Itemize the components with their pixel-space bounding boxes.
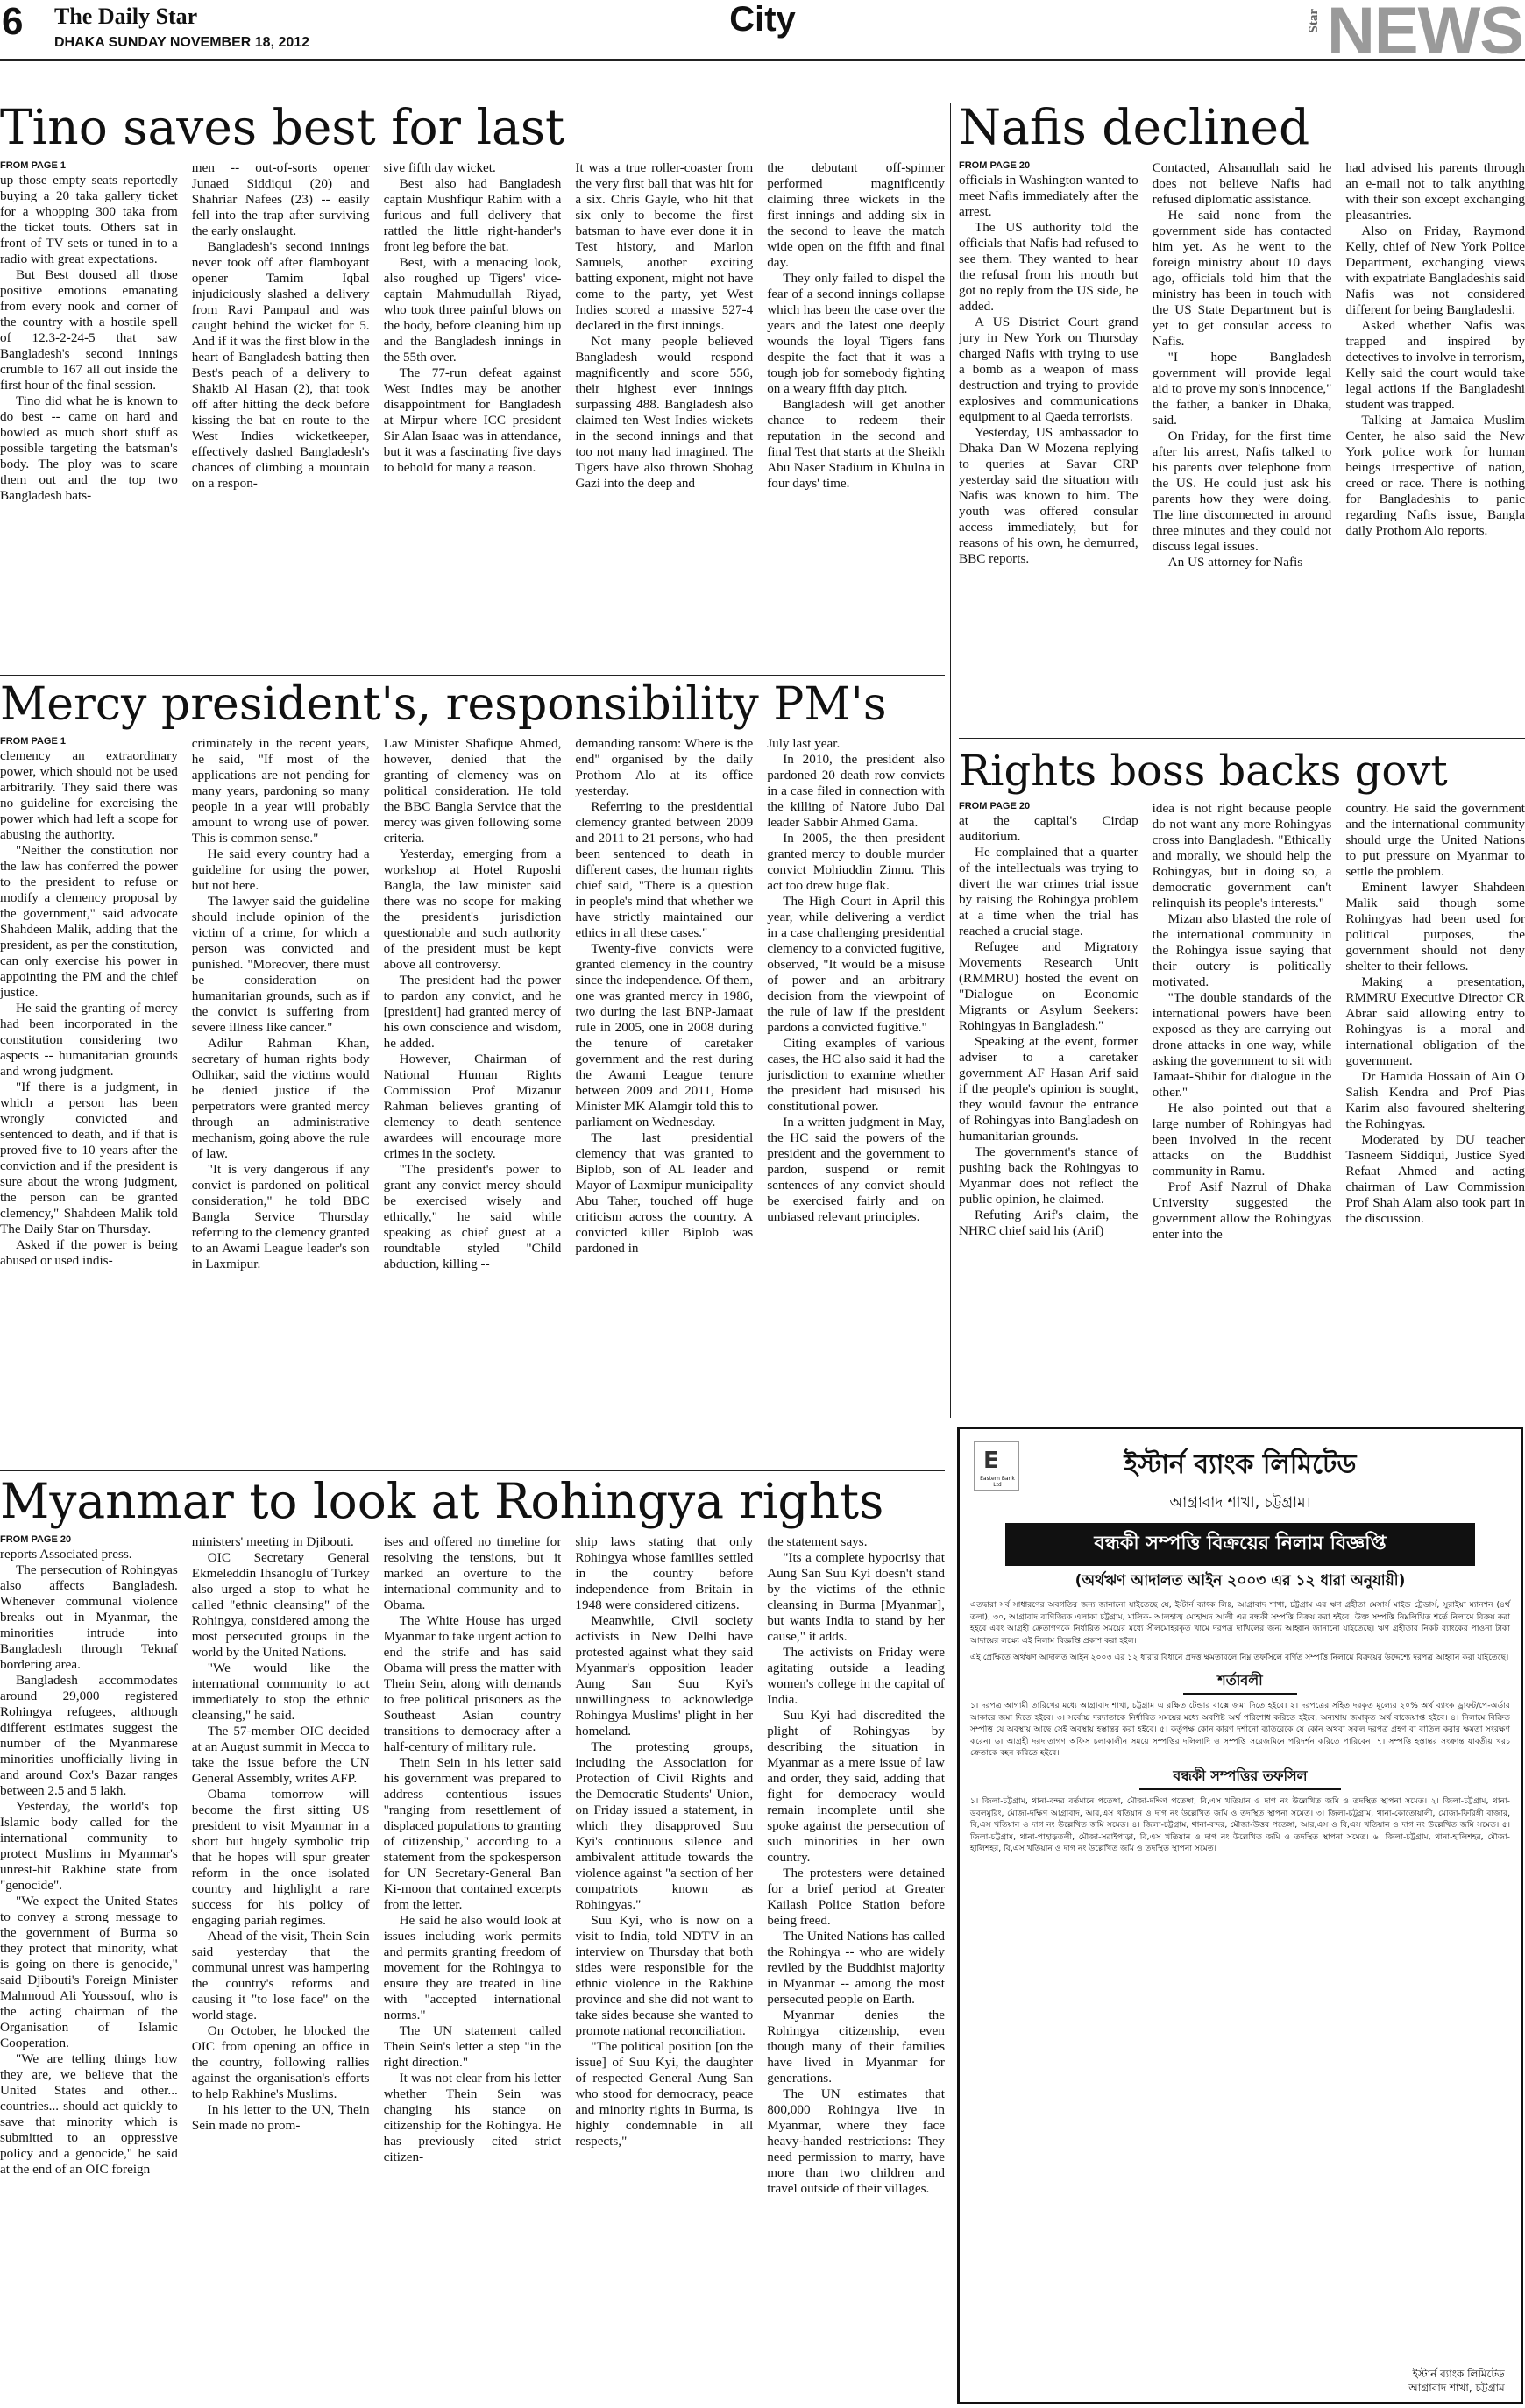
column-text: [0, 173, 178, 504]
paragraph: men -- out-of-sorts opener Junaed Siddiqui (20) and Shahriar Nafees (23) -- easily fell into the trap after surviving the early onslaught.: [191, 160, 370, 238]
paragraph: Yesterday, emerging from a workshop at Hotel Ruposhi Bangla, the law minister said there was no scope for making the president's jurisdiction questionable and such authority of the president must be kept above all controversy.: [383, 846, 562, 972]
paragraph: Refuting Arif's claim, the NHRC chief said his (Arif): [959, 1208, 1138, 1238]
paragraph: idea is not right because people do not want any more Rohingyas cross into Bangladesh. "Ethically and morally, we should help the Rohingyas, but in doing so, a democratic government can't relinquish its people's interests.": [1152, 801, 1332, 910]
column-text: [767, 1534, 945, 2197]
paragraph: Eminent lawyer Shahdeen Malik said though some Rohingyas had been used for political purposes, the government should not deny shelter to their fellows.: [1345, 880, 1525, 974]
story-column: [767, 736, 945, 1448]
story-rights: [959, 747, 1525, 1409]
paragraph: The US authority told the officials that Nafis had refused to see them. They wanted to hear the refusal from his mouth but got no reply from the US side, he added.: [959, 220, 1138, 314]
column-text: [384, 1534, 562, 2165]
ad-bank-name: ইস্টার্ন ব্যাংক লিমিটেড: [1124, 1449, 1357, 1480]
paragraph: "We would like the international community to act immediately to stop the ethnic cleansing," he said.: [191, 1661, 370, 1723]
paragraph: Obama tomorrow will become the first sitting US president to visit Myanmar in a short but hugely symbolic trip that he hopes will spur greater reform in the once isolated country and highlight a rare success for his policy of engaging pariah regimes.: [191, 1787, 370, 1928]
column-text: [0, 748, 178, 1269]
paragraph: The lawyer said the guideline should include opinion of the victim of a crime, for which a person was convicted and punished. "Moreover, there must be consideration on humanitarian grounds, such as if the convict is suffering from severe illness like cancer.": [191, 894, 370, 1035]
paragraph: Yesterday, US ambassador to Dhaka Dan W Mozena replying to queries at Savar CRP yesterday said the situation with Nafis was known to him. The youth was offered consular access immediately, but for reasons of his own, he demurred, BBC reports.: [959, 425, 1138, 566]
jump-line: FROM PAGE 1: [0, 736, 66, 747]
section-rule: [959, 738, 1525, 739]
paragraph: But Best doused all those positive emotions emanating from every nook and corner of the country with a hostile spell of 12.3-2-24-5 that saw Bangladesh's second innings crumble to 167 all out inside the first hour of the final session.: [0, 267, 178, 393]
paragraph: The activists on Friday were agitating outside a leading women's college in the capital of India.: [767, 1645, 945, 1707]
paragraph: officials in Washington wanted to meet Nafis immediately after the arrest.: [959, 173, 1138, 219]
paragraph: Law Minister Shafique Ahmed, however, denied that the granting of clemency was on political consideration. He told the BBC Bangla Service that the mercy was given following some criteria.: [383, 736, 562, 846]
story-columns: [959, 801, 1525, 1400]
paragraph: He said the granting of mercy had been incorporated in the constitution considering two aspects -- humanitarian grounds and wrong judgment.: [0, 1001, 178, 1079]
paragraph: The president had the power to pardon any convict, and he [president] had granted mercy of his own conscience and wisdom, he added.: [383, 973, 562, 1051]
paragraph: criminately in the recent years, he said, "If most of the applications are not pending for many years, pardoning so many people in a year will probably amount to wrong use of power. This is common sense.": [191, 736, 370, 846]
paragraph: The 57-member OIC decided at an August summit in Mecca to take the issue before the UN General Assembly, writes AFP.: [191, 1724, 370, 1786]
column-text: [1153, 801, 1332, 1243]
story-nafis: [959, 99, 1525, 734]
paragraph: "Its a complete hypocrisy that Aung San Suu Kyi doesn't stand by the victims of the ethnic cleansing in Burma [Myanmar], but wants India to stand by her cause," it adds.: [767, 1550, 945, 1644]
paragraph: Meanwhile, Civil society activists in New Delhi have protested against what they said Myanmar's opposition leader Aung San Suu Kyi's unwillingness to acknowledge Rohingya Muslims' plight in her homeland.: [575, 1613, 754, 1739]
paragraph: They only failed to dispel the fear of a second innings collapse which has been the case over the years and the latest one deeply wounds the loyal Tigers fans despite the fact that it was a tough job for somebody fighting on a weary fifth day pitch.: [767, 271, 945, 396]
paragraph: Dr Hamida Hossain of Ain O Salish Kendra and Prof Pias Karim also favoured sheltering the Rohingyas.: [1345, 1069, 1525, 1131]
paragraph: Adilur Rahman Khan, secretary of human rights body Odhikar, said the victims would be denied justice if the perpetrators were granted mercy through an administrative mechanism, going above the rule of law.: [191, 1036, 370, 1161]
paragraph: The UN statement called Thein Sein's letter a step "in the right direction.": [383, 2023, 562, 2070]
paragraph: Bangladesh accommodates around 29,000 registered Rohingya refugees, although different estimates suggest the number of the Myanmarese minorities unofficially living in and around Cox's Bazar ranges between 2.5 and 5 lakh.: [0, 1673, 178, 1798]
column-divider: [950, 103, 951, 1418]
column-text: [575, 736, 753, 1257]
story-column: [384, 736, 562, 1448]
section-rule: [0, 675, 945, 676]
paragraph: The 77-run defeat against West Indies may be another disappointment for Bangladesh at Mirpur where ICC president Sir Alan Isaac was in attendance, but it was a fascinating five days to behold for many a reason.: [383, 365, 562, 475]
column-text: [192, 736, 370, 1272]
paragraph: The protesters were detained for a brief period at Greater Kailash Police Station before being freed.: [767, 1866, 945, 1928]
story-column: [767, 160, 945, 665]
paragraph: It was not clear from his letter whether Thein Sein was changing his stance on citizenship for the Rohingya. He has previously cited strict citizen-: [383, 2071, 562, 2164]
column-text: [384, 736, 562, 1272]
paragraph: Bangladesh will get another chance to redeem their reputation in the second and final Test that starts at the Sheikh Abu Naser Stadium in Khulna in four days' time.: [767, 397, 945, 491]
jump-line: FROM PAGE 20: [959, 160, 1031, 171]
column-text: [575, 160, 753, 492]
paragraph: The last presidential clemency that was granted to Biplob, son of AL leader and Mayor of Laxmipur municipality Abu Taher, touched off huge criticism across the country. A convicted killer Biplob was pardoned in: [575, 1130, 754, 1256]
paragraph: On October, he blocked the OIC from opening an office in the country, following rallies against the organisation's efforts to help Rakhine's Muslims.: [191, 2023, 370, 2101]
paragraph: reports Associated press.: [0, 1547, 132, 1562]
column-text: [192, 1534, 370, 2134]
ad-branch: আগ্রাবাদ শাখা, চট্টগ্রাম।: [1169, 1494, 1311, 1512]
paragraph: He also pointed out that a large number of Rohingyas had been involved in the recent attacks on the Buddhist community in Ramu.: [1152, 1101, 1332, 1179]
story-column: [1345, 160, 1525, 726]
paragraph: Best also had Bangladesh captain Mushfiqur Rahim with a furious and full delivery that rattled the little right-hander's front leg before the bat.: [383, 176, 562, 254]
column-text: [575, 1534, 753, 2149]
paragraph: Asked if the power is being abused or used indis-: [0, 1237, 178, 1268]
dateline: DHAKA SUNDAY NOVEMBER 18, 2012: [54, 35, 310, 50]
ad-title: বন্ধকী সম্পত্তি বিক্রয়ের নিলাম বিজ্ঞপ্তি: [1005, 1523, 1475, 1566]
paragraph: Prof Asif Nazrul of Dhaka University suggested the government allow the Rohingyas enter into the: [1152, 1179, 1332, 1242]
paragraph: Refugee and Migratory Movements Research Unit (RMMRU) hosted the event on "Dialogue on Economic Migrants or Asylum Seekers: Rohingyas in Bangladesh.": [959, 939, 1138, 1033]
paper-logo: The Daily Star: [54, 4, 198, 29]
paragraph: Making a presentation, RMMRU Executive Director CR Abrar said allowing entry to Rohingyas is a moral and international obligation of the government.: [1345, 974, 1525, 1068]
paragraph: Bangladesh's second innings never took off after flamboyant opener Tamim Iqbal injudiciously slashed a delivery from Ravi Pampaul and was caught behind the wicket for 5. And if it was the first blow in the heart of Bangladesh batting then Best's peach of a delivery to Shakib Al Hasan (2), that took off after hitting the deck before kissing the bat en route to the West Indies wicketkeeper, effectively dashed Bangladesh's chances of climbing a mountain on a respon-: [191, 239, 370, 491]
paragraph: the debutant off-spinner performed magnificently claiming three wickets in the first innings and adding six in the second to leave the match wide open on the fifth and final day.: [767, 160, 945, 270]
paragraph: Moderated by DU teacher Tasneem Siddiqui, Justice Syed Refaat Ahmed and acting chairman of Law Commission Prof Shah Alam also took part in the discussion.: [1345, 1132, 1525, 1226]
story-column: [192, 736, 370, 1448]
jump-line: FROM PAGE 20: [959, 801, 1031, 811]
paragraph: In 2005, the then president granted mercy to double murder convict Mohiuddin Zinnu. This act too drew huge flak.: [767, 831, 945, 893]
paragraph: "I hope Bangladesh government will provide legal aid to prove my son's innocence," the father, a banker in Dhaka, said.: [1152, 350, 1332, 428]
section-rule: [0, 1470, 945, 1471]
story-column: [384, 1534, 562, 2397]
paragraph: Suu Kyi had discredited the plight of Rohingyas by describing the situation in Myanmar as a mere issue of law and order, they said, adding that fight for democracy would remain incomplete until she spoke against the persecution of such minorities in her own country.: [767, 1708, 945, 1865]
ad-intro: এতদ্বারা সর্ব সাধারণের অবগতির জন্য জানানো যাইতেছে যে, ইস্টার্ন ব্যাংক লিঃ, আগ্রাবাদ শাখা, চট্টগ্রাম এর ঋণ গ্রহীতা মেসার্স মাইন্ড ট্রেডার্স, সুরাইয়া ম্যানশন (৪র্থ তলা), ৩০, আগ্রাবাদ বাণিজ্যিক এলাকা চট্টগ্রাম, মালিক- আলহাজ্ব মোহাম্মদ আলী এর বন্ধকী সম্পত্তি বিক্রয় করা হইবে। উক্ত সম্পত্তি নিম্নলিখিত শর্তে নিলামে বিক্রয় করা হইবে এবং আগ্রহী ক্রেতাগণকে নির্ধারিত সময়ের মধ্যে সীলমোহরকৃত খামে দরপত্র দাখিলের জন্য আহ্বান জানানো যাইতেছে। ঋণ গ্রহীতার নিকট ব্যাংকের পাওনা টাকা আদায়ের লক্ষ্যে এই নিলাম বিজ্ঞপ্তি প্রকাশ করা হইল।: [970, 1600, 1510, 1646]
ad-conditions: ১। দরপত্র আগামী তারিখের মধ্যে আগ্রাবাদ শাখা, চট্টগ্রাম এ রক্ষিত টেন্ডার বাক্সে জমা দিতে হইবে। ২। দরপত্রের সহিত দরকৃত মূল্যের ২০% অর্থ ব্যাংক ড্রাফট/পে-অর্ডার আকারে জমা দিতে হইবে। ৩। সর্বোচ্চ দরদাতাকে নির্ধারিত সময়ের মধ্যে অবশিষ্ট অর্থ পরিশোধ করিতে হইবে, অন্যথায় জমাকৃত অর্থ বাজেয়াপ্ত হইবে। ৪। নিলামে বিক্রিত সম্পত্তি যে অবস্থায় আছে সেই অবস্থায় হস্তান্তর করা হইবে। ৫। কর্তৃপক্ষ কোন কারণ দর্শানো ব্যতিরেকে যে কোন অথবা সকল দরপত্র গ্রহণ বা বাতিল করার ক্ষমতা সংরক্ষণ করেন। ৬। আগ্রহী দরদাতাগণ অফিস চলাকালীন সময়ে সম্পত্তির দলিলাদি ও সম্পত্তি সরেজমিনে পরিদর্শন করিতে পারিবেন। ৭। সম্পত্তি হস্তান্তর সংক্রান্ত যাবতীয় খরচ ক্রেতাকে বহন করিতে হইবে।: [970, 1700, 1510, 1759]
paragraph: Talking at Jamaica Muslim Center, he also said the New York police work for human beings irrespective of nation, creed or race. There is nothing for Bangladeshis to panic regarding Nafis issue, Bangla daily Prothom Alo reports.: [1345, 413, 1525, 538]
story-column: [959, 801, 1138, 1400]
column-text: [1345, 801, 1525, 1227]
paragraph: had advised his parents through an e-mail not to talk anything with their son except exchanging pleasantries.: [1345, 160, 1525, 223]
paragraph: "Neither the constitution nor the law has conferred the power to the president to refuse or modify a clemency proposal by the government," said advocate Shahdeen Malik, adding that the president, as per the constitution, can only exercise his power in appointing the PM and the chief justice.: [0, 843, 178, 1000]
paragraph: The White House has urged Myanmar to take urgent action to end the strife and has said Obama will press the matter with Thein Sein, along with demands to free political prisoners as the Southeast Asian country transitions to democracy after a half-century of military rule.: [383, 1613, 562, 1754]
paragraph: The UN estimates that 800,000 Rohingya live in Myanmar, where they face heavy-handed restrictions: They need permission to marry, have more than two children and travel outside of their villages.: [767, 2086, 945, 2196]
paragraph: The persecution of Rohingyas also affects Bangladesh. Whenever communal violence breaks out in Myanmar, the minorities intrude into Bangladesh through Teknaf bordering area.: [0, 1562, 178, 1672]
paragraph: ises and offered no timeline for resolving the tensions, but it marked an overture to the international community and to Obama.: [383, 1534, 562, 1612]
paragraph: In his letter to the UN, Thein Sein made no prom-: [191, 2102, 370, 2133]
paragraph: sive fifth day wicket.: [383, 160, 496, 175]
column-text: [767, 160, 945, 492]
story-column: [575, 736, 753, 1448]
story-columns: [0, 736, 945, 1448]
paragraph: Referring to the presidential clemency granted between 2009 and 2011 to 21 persons, who had been sentenced to death in different cases, the human rights chief said, "There is a question in people's mind that whether we have strictly maintained our ethics in all these cases.": [575, 799, 754, 940]
paragraph: Citing examples of various cases, the HC also said it had the jurisdiction to examine whether the president had misused his constitutional power.: [767, 1036, 945, 1114]
paragraph: Ahead of the visit, Thein Sein said yesterday that the communal unrest was hampering the country's reforms and causing it "to lose face" on the world stage.: [191, 1929, 370, 2022]
paragraph: country. He said the government and the international community should urge the United Nations to put pressure on Myanmar to settle the problem.: [1345, 801, 1525, 879]
story-column: [1153, 801, 1332, 1400]
paragraph: Contacted, Ahsanullah said he does not believe Nafis had refused diplomatic assistance.: [1152, 160, 1332, 207]
headline: Mercy president's, responsibility PM's: [0, 678, 887, 731]
paragraph: In a written judgment in May, the HC said the powers of the president and the government to pardon, suspend or remit sentences of any convict should be exercised fairly and on unbiased relevant principles.: [767, 1115, 945, 1224]
story-column: [0, 160, 178, 665]
paragraph: the statement says.: [767, 1534, 868, 1549]
paragraph: An US attorney for Nafis: [1167, 555, 1303, 570]
paragraph: Suu Kyi, who is now on a visit to India, told NDTV in an interview on Thursday that both sides were responsible for the ethnic violence in the Rakhine province and she did not want to take sides because she wanted to promote national reconciliation.: [575, 1913, 754, 2038]
masthead: [0, 0, 1525, 68]
paragraph: Mizan also blasted the role of the international community in the Rohingya issue saying that their outcry is politically motivated.: [1152, 911, 1332, 989]
star-mark: Star: [1307, 9, 1321, 33]
ad-intro-2: এই প্রেক্ষিতে অর্থঋণ আদালত আইন ২০০৩ এর ১২ ধারার বিধানে প্রদত্ত ক্ষমতাবলে নিম্ন তফসিলে বর্ণিত সম্পত্তি নিলামে বিক্রয়ের উদ্দেশ্যে দরপত্র আহ্বান করা যাইতেছে।: [970, 1653, 1509, 1663]
paragraph: "It is very dangerous if any convict is pardoned on political consideration," he told BBC Bangla Service Thursday referring to the clemency granted to an Awami League leader's son in Laxmipur.: [191, 1162, 370, 1271]
paragraph: up those empty seats reportedly buying a 20 taka gallery ticket for a whopping 300 taka from the ticket touts. Others sat in front of TV sets or tuned in to a radio with great expectations.: [0, 173, 178, 266]
story-column: [192, 1534, 370, 2397]
paragraph: The government's stance of pushing back the Rohingyas to Myanmar does not reflect the public opinion, he claimed.: [959, 1144, 1138, 1207]
paragraph: He complained that a quarter of the intellectuals was trying to divert the war crimes trial issue by raising the Rohingya problem at a time when the trial has reached a crucial stage.: [959, 845, 1138, 938]
news-label: NEWS: [1327, 0, 1523, 68]
paragraph: On Friday, for the first time after his arrest, Nafis talked to his parents over telephone from the US. He could just ask his parents how they were doing. The line disconnected in around three minutes and they could not discuss legal issues.: [1152, 428, 1332, 554]
jump-line: FROM PAGE 1: [0, 160, 66, 171]
paragraph: The High Court in April this year, while delivering a verdict in a case challenging presidential clemency to a convicted fugitive, observed, "It would be a misuse of power and an arbitrary decision from the viewpoint of the rule of law if the president pardons a convicted fugitive.": [767, 894, 945, 1035]
story-column: [767, 1534, 945, 2397]
ad-law-reference: (অর্থঋণ আদালত আইন ২০০৩ এর ১২ ধারা অনুযায়ী): [1075, 1572, 1406, 1590]
paragraph: ship laws stating that only Rohingya whose families settled in the country before independence from Britain in 1948 were considered citizens.: [575, 1534, 754, 1612]
bank-logo-text: Eastern Bank Ltd: [980, 1476, 1015, 1488]
column-text: [1153, 160, 1332, 570]
story-column: [575, 160, 753, 665]
paragraph: Tino did what he is known to do best -- came on hard and bowled as much short stuff as possible targeting the batsman's body. The ploy was to scare them out and the top two Bangladesh bats-: [0, 393, 178, 503]
paragraph: Also on Friday, Raymond Kelly, chief of New York Police Department, exchanging views with expatriate Bangladeshis said Nafis was not considered different for being Bangladeshi.: [1345, 223, 1525, 317]
paragraph: The protesting groups, including the Association for Protection of Civil Rights and the Democratic Students' Union, on Friday issued a statement, in which they disapproved Suu Kyi's continuous silence and ambivalent attitude towards the violence against "a section of her compatriots known as Rohingyas.": [575, 1739, 754, 1912]
bank-auction-ad: [957, 1427, 1523, 2404]
story-column: [1153, 160, 1332, 726]
column-text: [0, 1547, 178, 2178]
paragraph: "We are telling things how they are, we believe that the United States and other... countries... should act quickly to save that minority which is submitted to an oppressive policy and a genocide," he said at the end of an OIC foreign: [0, 2051, 178, 2177]
paragraph: "The political position [on the issue] of Suu Kyi, the daughter of respected General Aung San who stood for democracy, peace and minority rights in Burma, is highly condemnable in all respects,": [575, 2039, 754, 2149]
story-column: [959, 160, 1138, 726]
paragraph: A US District Court grand jury in New York on Thursday charged Nafis with trying to use a bomb as a weapon of mass destruction and trying to provide explosives and communications equipment to al Qaeda terrorists.: [959, 315, 1138, 424]
headline: Nafis declined: [959, 99, 1310, 155]
story-column: [575, 1534, 753, 2397]
paragraph: Best, with a menacing look, also roughed up Tigers' vice-captain Mahmudullah Riyad, who took three painful blows on the body, before cleaning him up and the Bangladesh innings in the 55th over.: [383, 255, 562, 365]
paragraph: Twenty-five convicts were granted clemency in the country since the independence. Of them, one was granted mercy in 1986, two during the last BNP-Jamaat rule in 2005, one in 2008 during the tenure of caretaker government and the rest during the Awami League tenure between 2009 and 2011, Home Minister MK Alamgir told this to parliament on Wednesday.: [575, 941, 754, 1130]
bank-logo: [974, 1441, 1019, 1491]
headline: Rights boss backs govt: [959, 747, 1448, 796]
ad-footer: [1408, 2367, 1508, 2395]
story-columns: [0, 1534, 945, 2397]
ad-conditions-title: শর্তাবলী: [1183, 1669, 1297, 1695]
paragraph: Not many people believed Bangladesh would respond magnificently and score 556, their highest ever innings surpassing 488. Bangladesh also claimed ten West Indies wickets in the second innings and that too not many had imagined. The Tigers have also thrown Shohag Gazi into the deep and: [575, 334, 754, 491]
paragraph: "If there is a judgment, in which a person has been wrongly convicted and sentenced to death, and if that is proved five to 10 years after the conviction and if the president is sure about the wrong judgment, the person can be granted clemency," Shahdeen Malik told The Daily Star on Thursday.: [0, 1080, 178, 1236]
story-tino: [0, 99, 945, 673]
paragraph: Yesterday, the world's top Islamic body called for the international community to protect Muslims in Myanmar's unrest-hit Rakhine state from "genocide".: [0, 1799, 178, 1893]
paragraph: He said none from the government side has contacted him yet. As he went to the foreign ministry about 10 days ago, officials told him that the ministry has been in touch with the US State Department but is yet to get consular access to Nafis.: [1152, 208, 1332, 349]
paragraph: "The double standards of the international powers have been exposed as they are carrying out drone attacks in one way, while asking the government to sit with Jamaat-Shibir for dialogue in the other.": [1152, 990, 1332, 1100]
ad-footer-branch: আগ্রাবাদ শাখা, চট্টগ্রাম।: [1408, 2382, 1508, 2394]
column-text: [192, 160, 370, 492]
paragraph: Myanmar denies the Rohingya citizenship, even though many of their families have lived in Myanmar for generations.: [767, 2008, 945, 2086]
paragraph: Asked whether Nafis was trapped and inspired by detectives to involve in terrorism, Kelly said the court would take legal actions if the Bangladeshi student was trapped.: [1345, 318, 1525, 412]
column-text: [959, 813, 1138, 1239]
paragraph: demanding ransom: Where is the end" organised by the daily Prothom Alo at its office yesterday.: [575, 736, 754, 798]
column-text: [384, 160, 562, 476]
story-columns: [959, 160, 1525, 726]
paragraph: "We expect the United States to convey a strong message to the government of Burma so they protect that minority, what is going on there is genocide," said Djibouti's Foreign Minister Mahmoud Ali Youssouf, who is the acting chairman of the Organisation of Islamic Cooperation.: [0, 1894, 178, 2050]
paragraph: He said he also would look at issues including work permits and permits granting freedom of movement for the Rohingya to ensure they are treated in line with "accepted international norms.": [383, 1913, 562, 2022]
ad-schedule: ১। জিলা-চট্টগ্রাম, থানা-বন্দর বর্তমানে পতেঙ্গা, মৌজা-দক্ষিণ পতেঙ্গা, বি,এস খতিয়ান ও দাগ নং উল্লেখিত জমি ও তদস্থিত স্থাপনা সমেত। ২। জিলা-চট্টগ্রাম, থানা-ডবলমুরিং, মৌজা-দক্ষিণ আগ্রাবাদ, আর,এস খতিয়ান ও দাগ নং উল্লেখিত জমি ও তদস্থিত স্থাপনা সমেত। ৩। জিলা-চট্টগ্রাম, থানা-কোতোয়ালী, মৌজা-ফিরিঙ্গী বাজার, বি,এস খতিয়ান ও দাগ নং উল্লেখিত জমি সমেত। ৪। জিলা-চট্টগ্রাম, থানা-বন্দর, মৌজা-উত্তর পতেঙ্গা, আর,এস ও বি,এস খতিয়ান ও দাগ নং উল্লেখিত জমি সমেত। ৫। জিলা-চট্টগ্রাম, থানা-পাহাড়তলী, মৌজা-সরাইপাড়া, বি,এস খতিয়ান ও দাগ নং উল্লেখিত জমি ও তদস্থিত স্থাপনা সমেত। ৬। জিলা-চট্টগ্রাম, থানা-হালিশহর, মৌজা-হালিশহর, বি,এস খতিয়ান ও দাগ নং উল্লেখিত জমি ও তদস্থিত স্থাপনা সমেত।: [970, 1795, 1510, 1854]
headline: Myanmar to look at Rohingya rights: [0, 1473, 884, 1529]
page-number: 6: [2, 0, 24, 43]
ad-schedule-title: বন্ধকী সম্পত্তির তফসিল: [1139, 1765, 1341, 1790]
jump-line: FROM PAGE 20: [0, 1534, 72, 1545]
paragraph: Thein Sein in his letter said his government was prepared to address contentious issues "ranging from resettlement of displaced populations to granting of citizenship," according to a statement from the spokesperson for UN Secretary-General Ban Ki-moon that contained excerpts from the letter.: [383, 1755, 562, 1912]
paragraph: at the capital's Cirdap auditorium.: [959, 813, 1138, 844]
paragraph: clemency an extraordinary power, which should not be used arbitrarily. They said there was no guideline for exercising the power which had left a scope for abusing the authority.: [0, 748, 178, 842]
headline: Tino saves best for last: [0, 99, 565, 155]
story-mercy: [0, 678, 945, 1462]
story-column: [192, 160, 370, 665]
bank-logo-mark: E: [983, 1448, 999, 1474]
section-title: City: [729, 0, 796, 39]
story-column: [384, 160, 562, 665]
story-columns: [0, 160, 945, 665]
paragraph: ministers' meeting in Djibouti.: [191, 1534, 354, 1549]
paragraph: July last year.: [767, 736, 841, 751]
paragraph: OIC Secretary General Ekmeleddin Ihsanoglu of Turkey also urged a stop to what he called "ethnic cleansing" of the Rohingya, considered among the most persecuted groups in the world by the United Nations.: [191, 1550, 370, 1660]
paragraph: In 2010, the president also pardoned 20 death row convicts in a case filed in connection with the killing of Natore Jubo Dal leader Sabbir Ahmed Gama.: [767, 752, 945, 830]
paragraph: The United Nations has called the Rohingya -- who are widely reviled by the Buddhist majority in Myanmar -- among the most persecuted people on Earth.: [767, 1929, 945, 2007]
story-column: [0, 1534, 178, 2397]
paragraph: "The president's power to grant any convict mercy should be exercised wisely and ethically," he said while speaking as chief guest at a roundtable styled "Child abduction, killing --: [383, 1162, 562, 1271]
paragraph: Speaking at the event, former adviser to a caretaker government AF Hasan Arif said if the people's opinion is sought, they would favour the entrance of Rohingyas into Bangladesh on humanitarian grounds.: [959, 1034, 1138, 1144]
ad-footer-bank: ইস্টার্ন ব্যাংক লিমিটেড: [1412, 2368, 1505, 2380]
story-column: [0, 736, 178, 1448]
paragraph: It was a true roller-coaster from the very first ball that was hit for a six. Chris Gayle, who hit that six only to become the first batsman to have ever done it in Test history, and Marlon Samuels, another exciting batting exponent, might not have come to the party, yet West Indies scored a massive 527-4 declared in the first innings.: [575, 160, 754, 333]
story-column: [1345, 801, 1525, 1400]
column-text: [767, 736, 945, 1225]
paragraph: He said every country had a guideline for using the power, but not here.: [191, 846, 370, 893]
story-myanmar: [0, 1473, 945, 2404]
column-text: [959, 173, 1138, 567]
column-text: [1345, 160, 1525, 539]
paragraph: However, Chairman of National Human Rights Commission Prof Mizanur Rahman believes granting of clemency to death sentence awardees will encourage more crimes in the society.: [383, 1052, 562, 1161]
